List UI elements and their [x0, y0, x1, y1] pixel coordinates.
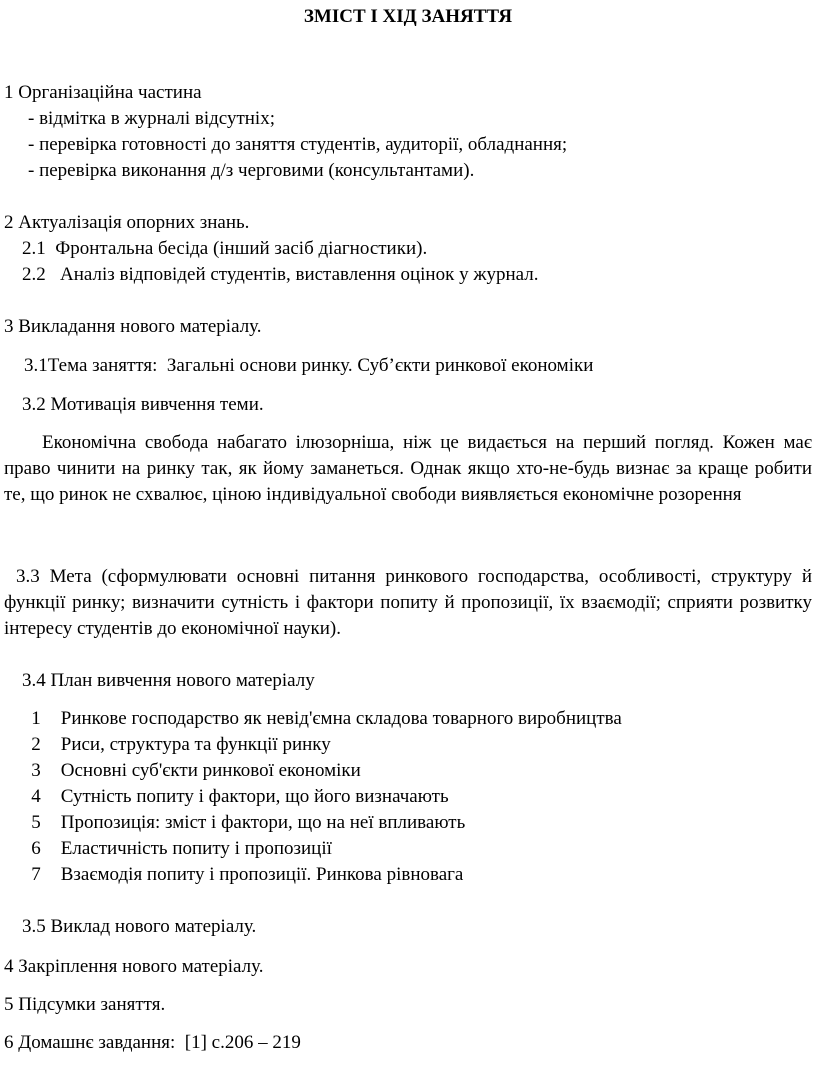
section-6-heading: 6 Домашнє завдання: [1] с.206 – 219 — [4, 1032, 301, 1053]
plan-item-number: 7 — [31, 864, 41, 885]
section-1-item: - відмітка в журналі відсутніх; — [28, 108, 275, 129]
plan-item-text: Еластичність попиту і пропозиції — [60, 838, 332, 859]
plan-item-text: Риси, структура та функції ринку — [60, 734, 331, 755]
plan-item-text: Основні суб'єкти ринкової економіки — [60, 760, 361, 781]
plan-heading: 3.4 План вивчення нового матеріалу — [22, 670, 315, 691]
plan-item-text: Пропозиція: зміст і фактори, що на неї впливають — [60, 812, 466, 833]
section-1-item: - перевірка виконання д/з черговими (консультантами). — [28, 160, 475, 181]
plan-item-text: Ринкове господарство як невід'ємна складова товарного виробництва — [60, 708, 622, 729]
section-2-heading: 2 Актуалізація опорних знань. — [4, 212, 250, 233]
plan-list-item — [22, 758, 361, 784]
plan-item-number: 6 — [31, 838, 41, 859]
section-5-heading: 5 Підсумки заняття. — [4, 994, 166, 1015]
plan-item-text: Взаємодія попиту і пропозиції. Ринкова рівновага — [60, 864, 464, 885]
plan-item-number: 5 — [31, 812, 41, 833]
plan-item-number: 3 — [31, 760, 41, 781]
lesson-topic: 3.1Тема заняття: Загальні основи ринку. Суб’єкти ринкової економіки — [24, 355, 594, 376]
plan-item-number: 1 — [31, 708, 41, 729]
plan-list-item — [22, 784, 449, 810]
plan-item-number: 4 — [31, 786, 41, 807]
section-3-heading: 3 Викладання нового матеріалу. — [4, 316, 262, 337]
plan-list-item — [22, 862, 463, 888]
section-2-item: 2.2 Аналіз відповідей студентів, виставлення оцінок у журнал. — [22, 264, 539, 285]
section-1-item: - перевірка готовності до заняття студентів, аудиторії, обладнання; — [28, 134, 568, 155]
section-2-item: 2.1 Фронтальна бесіда (інший засіб діагностики). — [22, 238, 428, 259]
plan-list-item — [22, 706, 622, 732]
plan-list-item — [22, 810, 465, 836]
plan-list-item — [22, 836, 332, 862]
plan-item-number: 2 — [31, 734, 41, 755]
goal-text: 3.3 Мета (сформулювати основні питання ринкового господарства, особливості, структуру й функції ринку; визначити сутність і фактори попиту й пропозиції, їх взаємодії; сприяти розвитку інтересу студентів до економічної науки). — [4, 566, 812, 639]
plan-item-text: Сутність попиту і фактори, що його визначають — [60, 786, 449, 807]
motivation-text: Економічна свобода набагато ілюзорніша, ніж це видається на перший погляд. Кожен має право чинити на ринку так, як йому заманеться. Однак якщо хто-не-будь визнає за краще робити те, що ринок не схвалює, ціною індивідуальної свободи виявляється економічне розорення — [4, 432, 812, 505]
page-title: ЗМІСТ І ХІД ЗАНЯТТЯ — [303, 6, 513, 27]
section-4-heading: 4 Закріплення нового матеріалу. — [4, 956, 264, 977]
plan-list-item — [22, 732, 331, 758]
motivation-heading: 3.2 Мотивація вивчення теми. — [22, 394, 264, 415]
section-1-heading: 1 Організаційна частина — [4, 82, 202, 103]
presentation-heading: 3.5 Виклад нового матеріалу. — [22, 916, 257, 937]
